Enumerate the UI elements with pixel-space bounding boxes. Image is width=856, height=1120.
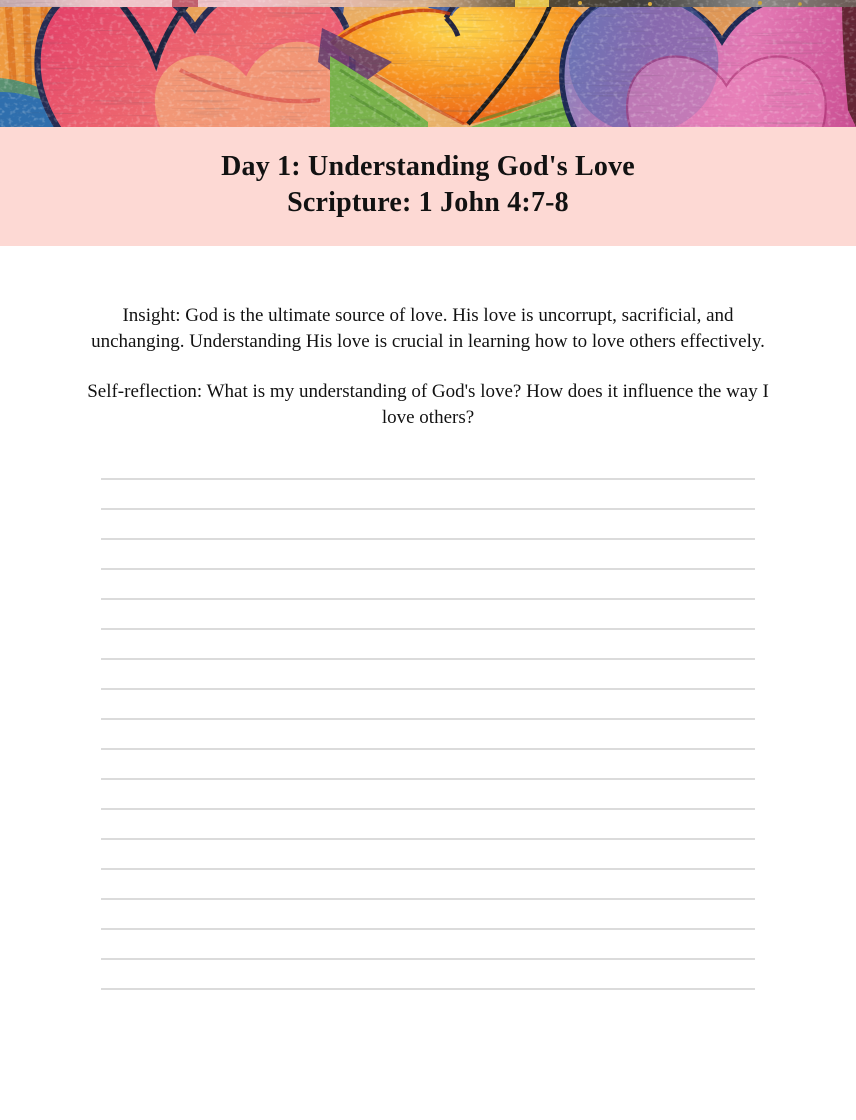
writing-line (101, 750, 755, 780)
writing-line (101, 600, 755, 630)
writing-line (101, 930, 755, 960)
writing-lines-area (101, 450, 755, 990)
self-reflection-paragraph: Self-reflection: What is my understanding of God's love? How does it influence the way I love others? (87, 381, 769, 428)
writing-line (101, 900, 755, 930)
writing-line (101, 960, 755, 990)
writing-line (101, 570, 755, 600)
insight-paragraph: Insight: God is the ultimate source of love. His love is uncorrupt, sacrificial, and unchanging. Understanding His love is crucial in learning how to love others effectively. (91, 305, 765, 352)
worksheet-body (0, 303, 856, 990)
page-title (0, 149, 856, 221)
crayon-hearts-artwork (0, 0, 856, 127)
writing-line (101, 450, 755, 480)
writing-line (101, 630, 755, 660)
writing-line (101, 780, 755, 810)
writing-line (101, 690, 755, 720)
writing-line (101, 720, 755, 750)
writing-line (101, 510, 755, 540)
title-banner (0, 127, 856, 246)
writing-line (101, 540, 755, 570)
writing-line (101, 660, 755, 690)
page-title-line2: Scripture: 1 John 4:7-8 (287, 187, 569, 218)
writing-line (101, 870, 755, 900)
page-title-line1: Day 1: Understanding God's Love (221, 151, 635, 182)
writing-line (101, 840, 755, 870)
writing-line (101, 480, 755, 510)
writing-line (101, 810, 755, 840)
